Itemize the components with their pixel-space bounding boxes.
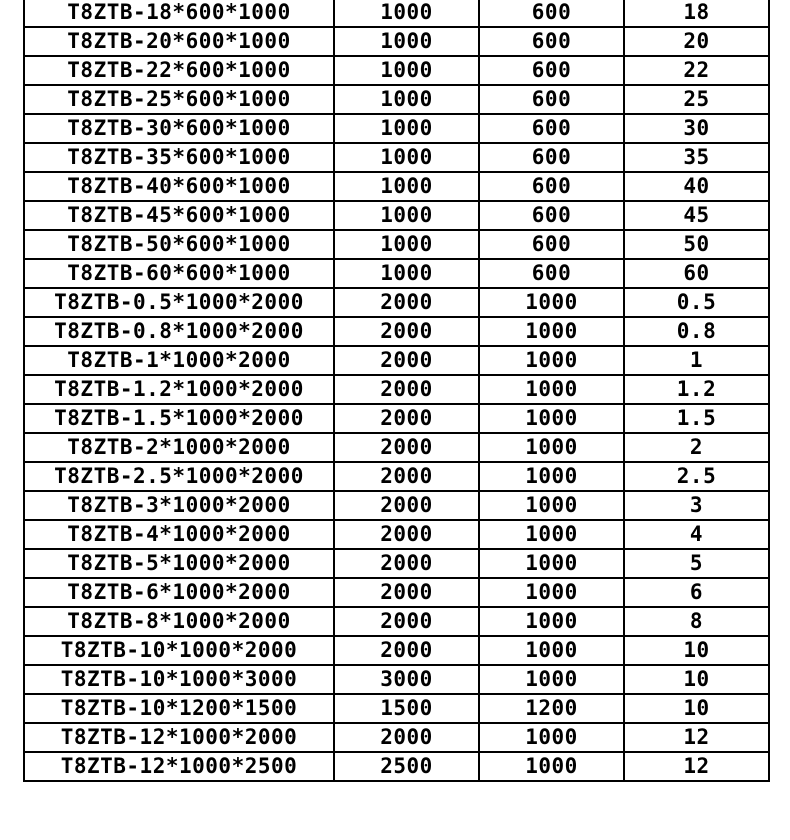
width-cell: 1000 [479, 752, 624, 781]
thickness-cell: 5 [624, 549, 769, 578]
width-cell: 600 [479, 201, 624, 230]
width-cell: 1000 [479, 723, 624, 752]
length-cell: 1000 [334, 201, 479, 230]
table-row [24, 56, 769, 85]
length-cell: 1000 [334, 0, 479, 27]
model-cell: T8ZTB-2*1000*2000 [24, 433, 334, 462]
width-cell: 1000 [479, 404, 624, 433]
width-cell: 600 [479, 27, 624, 56]
table-row [24, 0, 769, 27]
width-cell: 1000 [479, 665, 624, 694]
model-cell: T8ZTB-12*1000*2000 [24, 723, 334, 752]
thickness-cell: 60 [624, 259, 769, 288]
table-row [24, 27, 769, 56]
length-cell: 2000 [334, 462, 479, 491]
thickness-cell: 2 [624, 433, 769, 462]
thickness-cell: 12 [624, 723, 769, 752]
width-cell: 1000 [479, 288, 624, 317]
thickness-cell: 50 [624, 230, 769, 259]
model-cell: T8ZTB-8*1000*2000 [24, 607, 334, 636]
length-cell: 2000 [334, 636, 479, 665]
table-row [24, 317, 769, 346]
length-cell: 2000 [334, 433, 479, 462]
table-row [24, 607, 769, 636]
model-cell: T8ZTB-1.5*1000*2000 [24, 404, 334, 433]
length-cell: 3000 [334, 665, 479, 694]
thickness-cell: 1.2 [624, 375, 769, 404]
thickness-cell: 2.5 [624, 462, 769, 491]
model-cell: T8ZTB-0.8*1000*2000 [24, 317, 334, 346]
length-cell: 2000 [334, 491, 479, 520]
thickness-cell: 35 [624, 143, 769, 172]
thickness-cell: 30 [624, 114, 769, 143]
table-row [24, 172, 769, 201]
length-cell: 2000 [334, 317, 479, 346]
length-cell: 2000 [334, 607, 479, 636]
thickness-cell: 1.5 [624, 404, 769, 433]
thickness-cell: 45 [624, 201, 769, 230]
length-cell: 2000 [334, 723, 479, 752]
length-cell: 1000 [334, 27, 479, 56]
table-row [24, 462, 769, 491]
spec-table-body [24, 0, 769, 781]
table-row [24, 85, 769, 114]
length-cell: 1000 [334, 85, 479, 114]
table-row [24, 549, 769, 578]
width-cell: 600 [479, 259, 624, 288]
thickness-cell: 40 [624, 172, 769, 201]
table-row [24, 665, 769, 694]
width-cell: 600 [479, 85, 624, 114]
model-cell: T8ZTB-35*600*1000 [24, 143, 334, 172]
width-cell: 600 [479, 114, 624, 143]
thickness-cell: 20 [624, 27, 769, 56]
width-cell: 600 [479, 172, 624, 201]
length-cell: 2000 [334, 288, 479, 317]
table-row [24, 723, 769, 752]
table-row [24, 578, 769, 607]
model-cell: T8ZTB-60*600*1000 [24, 259, 334, 288]
table-row [24, 288, 769, 317]
thickness-cell: 10 [624, 636, 769, 665]
thickness-cell: 22 [624, 56, 769, 85]
length-cell: 1000 [334, 143, 479, 172]
table-row [24, 636, 769, 665]
thickness-cell: 4 [624, 520, 769, 549]
thickness-cell: 10 [624, 665, 769, 694]
model-cell: T8ZTB-1.2*1000*2000 [24, 375, 334, 404]
model-cell: T8ZTB-0.5*1000*2000 [24, 288, 334, 317]
width-cell: 1000 [479, 549, 624, 578]
width-cell: 600 [479, 230, 624, 259]
model-cell: T8ZTB-30*600*1000 [24, 114, 334, 143]
length-cell: 2000 [334, 375, 479, 404]
table-row [24, 404, 769, 433]
model-cell: T8ZTB-3*1000*2000 [24, 491, 334, 520]
model-cell: T8ZTB-4*1000*2000 [24, 520, 334, 549]
length-cell: 1000 [334, 56, 479, 85]
width-cell: 1000 [479, 462, 624, 491]
model-cell: T8ZTB-10*1000*2000 [24, 636, 334, 665]
width-cell: 1000 [479, 317, 624, 346]
table-row [24, 259, 769, 288]
width-cell: 1000 [479, 346, 624, 375]
table-row [24, 143, 769, 172]
width-cell: 1000 [479, 636, 624, 665]
width-cell: 600 [479, 143, 624, 172]
length-cell: 2500 [334, 752, 479, 781]
table-row [24, 491, 769, 520]
length-cell: 2000 [334, 549, 479, 578]
model-cell: T8ZTB-10*1000*3000 [24, 665, 334, 694]
table-row [24, 694, 769, 723]
thickness-cell: 0.8 [624, 317, 769, 346]
table-row [24, 201, 769, 230]
model-cell: T8ZTB-10*1200*1500 [24, 694, 334, 723]
width-cell: 1000 [479, 578, 624, 607]
width-cell: 600 [479, 56, 624, 85]
width-cell: 1000 [479, 520, 624, 549]
thickness-cell: 0.5 [624, 288, 769, 317]
model-cell: T8ZTB-20*600*1000 [24, 27, 334, 56]
model-cell: T8ZTB-45*600*1000 [24, 201, 334, 230]
length-cell: 2000 [334, 346, 479, 375]
model-cell: T8ZTB-22*600*1000 [24, 56, 334, 85]
table-row [24, 375, 769, 404]
thickness-cell: 8 [624, 607, 769, 636]
model-cell: T8ZTB-5*1000*2000 [24, 549, 334, 578]
length-cell: 1000 [334, 114, 479, 143]
model-cell: T8ZTB-50*600*1000 [24, 230, 334, 259]
width-cell: 1000 [479, 375, 624, 404]
table-row [24, 433, 769, 462]
thickness-cell: 18 [624, 0, 769, 27]
table-row [24, 114, 769, 143]
length-cell: 2000 [334, 404, 479, 433]
table-row [24, 752, 769, 781]
model-cell: T8ZTB-1*1000*2000 [24, 346, 334, 375]
thickness-cell: 3 [624, 491, 769, 520]
table-row [24, 230, 769, 259]
length-cell: 1000 [334, 230, 479, 259]
thickness-cell: 1 [624, 346, 769, 375]
thickness-cell: 10 [624, 694, 769, 723]
width-cell: 600 [479, 0, 624, 27]
length-cell: 2000 [334, 520, 479, 549]
model-cell: T8ZTB-18*600*1000 [24, 0, 334, 27]
width-cell: 1200 [479, 694, 624, 723]
thickness-cell: 25 [624, 85, 769, 114]
model-cell: T8ZTB-40*600*1000 [24, 172, 334, 201]
model-cell: T8ZTB-25*600*1000 [24, 85, 334, 114]
thickness-cell: 6 [624, 578, 769, 607]
table-row [24, 346, 769, 375]
length-cell: 1500 [334, 694, 479, 723]
thickness-cell: 12 [624, 752, 769, 781]
length-cell: 1000 [334, 172, 479, 201]
table-row [24, 520, 769, 549]
width-cell: 1000 [479, 433, 624, 462]
width-cell: 1000 [479, 491, 624, 520]
length-cell: 1000 [334, 259, 479, 288]
product-spec-table [23, 0, 770, 782]
width-cell: 1000 [479, 607, 624, 636]
model-cell: T8ZTB-2.5*1000*2000 [24, 462, 334, 491]
length-cell: 2000 [334, 578, 479, 607]
model-cell: T8ZTB-6*1000*2000 [24, 578, 334, 607]
model-cell: T8ZTB-12*1000*2500 [24, 752, 334, 781]
